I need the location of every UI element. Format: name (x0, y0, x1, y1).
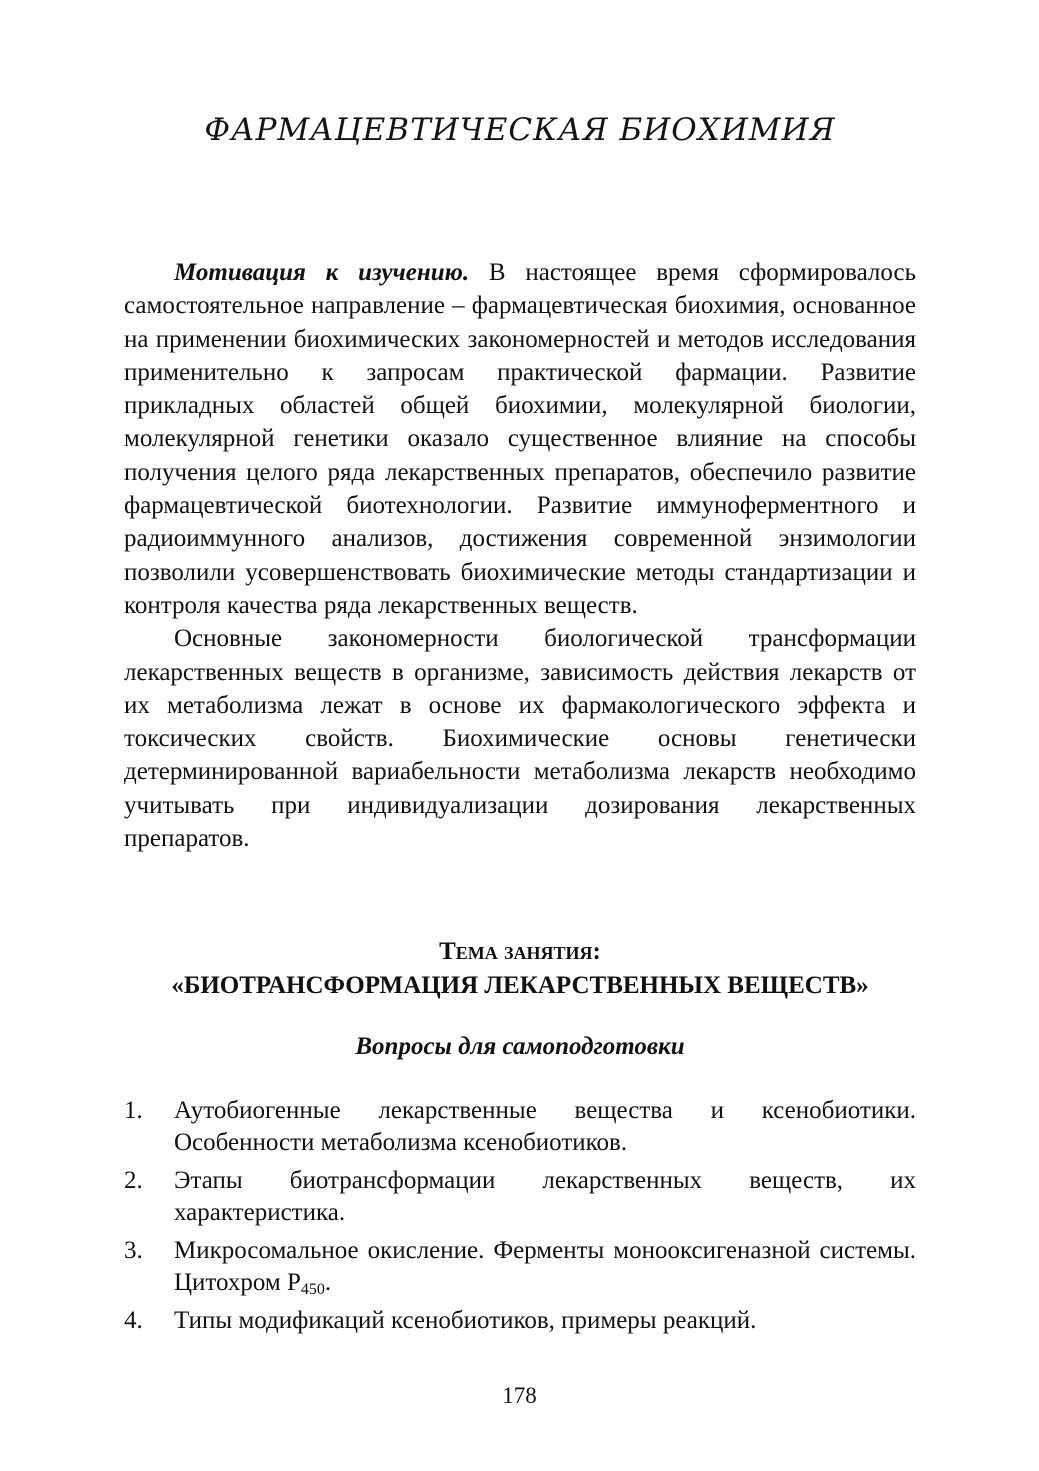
questions-list (124, 1095, 916, 1343)
question-text: Микросомальное окисление. Ферменты монооксигеназной системы. Цитохром Р (174, 1237, 916, 1296)
motivation-text: В настоящее время сформировалось самостоятельное направление – фармацевтическая биохимия, основанное на применении биохимических закономерностей и методов исследования применительно к запросам практической фармации. Развитие прикладных областей общей биохимии, молекулярной биологии, молекулярной генетики оказало существенное влияние на способы получения целого ряда лекарственных препаратов, обеспечило развитие фармацевтической биотехнологии. Развитие иммуноферментного и радиоиммунного анализов, достижения современной энзимологии позволили усовершенствовать биохимические методы стандартизации и контроля качества ряда лекарственных веществ. (124, 259, 916, 619)
cytochrome-subscript: 450 (300, 1281, 325, 1298)
question-text: Типы модификаций ксенобиотиков, примеры реакций. (174, 1307, 757, 1334)
question-text: Этапы биотрансформации лекарственных веществ, их характеристика. (174, 1167, 916, 1226)
topic-label: Тема занятия: (439, 938, 601, 965)
question-number: 2. (124, 1167, 143, 1194)
question-item (124, 1165, 916, 1229)
motivation-paragraph (124, 256, 916, 622)
question-number: 3. (124, 1237, 143, 1264)
metabolism-paragraph: Основные закономерности биологической трансформации лекарственных веществ в организме, зависимость действия лекарств от их метаболизма лежат в основе их фармакологического эффекта и токсических свойств. Биохимические основы генетически детерминированной вариабельности метаболизма лекарств необходимо учитывать при индивидуализации дозирования лекарственных препаратов. (124, 625, 916, 853)
question-number: 1. (124, 1097, 143, 1124)
question-item (124, 1305, 916, 1337)
question-item (124, 1235, 916, 1299)
question-item (124, 1095, 916, 1159)
motivation-lead: Мотивация к изучению. (174, 259, 470, 286)
chapter-title: ФАРМАЦЕВТИЧЕСКАЯ БИОХИМИЯ (204, 112, 836, 148)
topic-title: «БИОТРАНСФОРМАЦИЯ ЛЕКАРСТВЕННЫХ ВЕЩЕСТВ» (171, 972, 869, 999)
motivation-section (124, 256, 916, 855)
question-text: Аутобиогенные лекарственные вещества и ксенобиотики. Особенности метаболизма ксенобиотиков. (174, 1097, 916, 1156)
question-tail: . (324, 1269, 332, 1296)
topic-heading (124, 935, 916, 1003)
questions-heading: Вопросы для самоподготовки (355, 1033, 685, 1060)
page-number: 178 (502, 1383, 537, 1408)
question-number: 4. (124, 1307, 143, 1334)
